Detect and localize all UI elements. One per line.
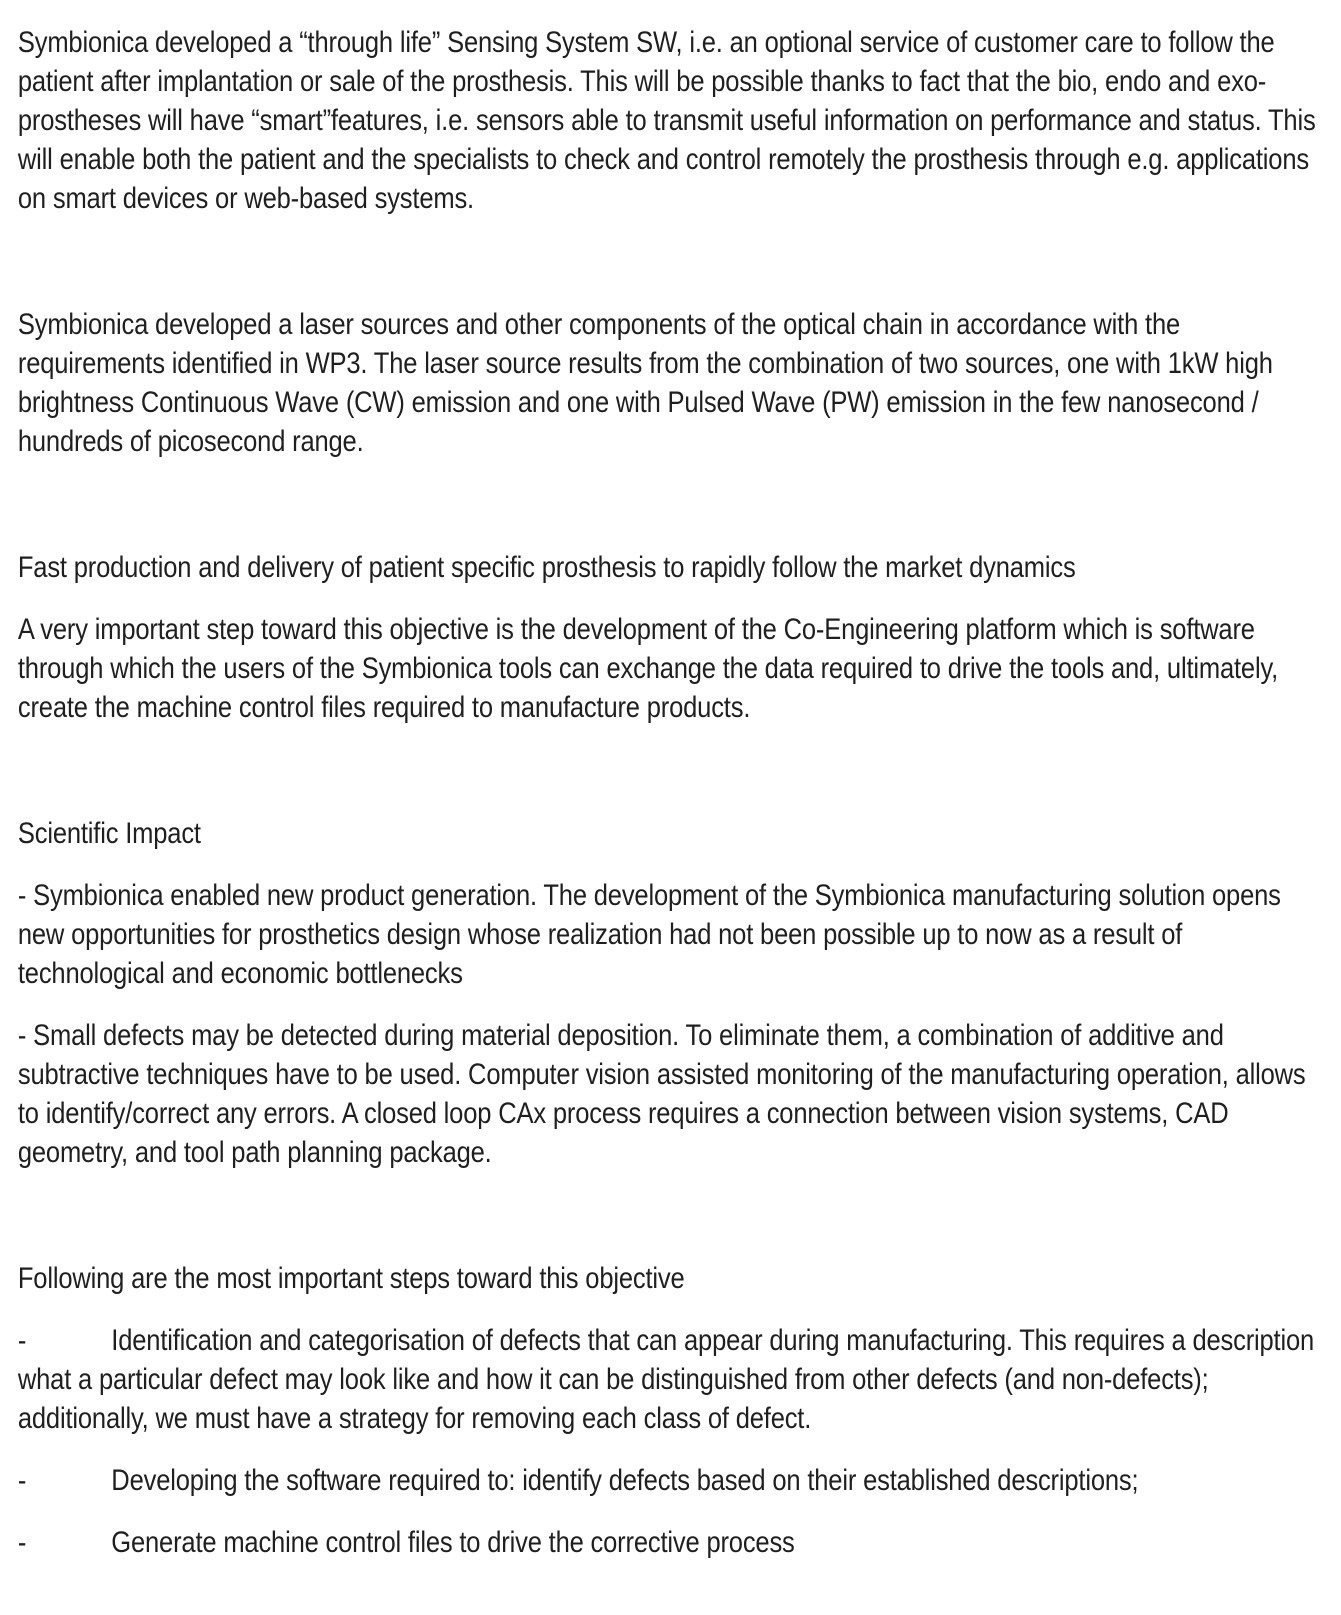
steps-heading: Following are the most important steps toward this objective xyxy=(17,1262,685,1295)
product-generation-bullet: - Symbionica enabled new product generation. The development of the Symbionica manufacturing solution opens new opportunities for prosthetics design whose realization had not been possible up to now as a result of technological and economic bottlenecks xyxy=(17,879,1281,990)
bullet-dash: - xyxy=(17,1324,27,1357)
bullet-dash: - xyxy=(17,1464,27,1497)
small-defects-bullet: - Small defects may be detected during material deposition. To eliminate them, a combination of additive and subtractive techniques have to be used. Computer vision assisted monitoring of the manufacturing operation, allows to identify/correct any errors. A closed loop CAx process requires a connection between vision systems, CAD geometry, and tool path planning package. xyxy=(17,1019,1306,1169)
bullet-text: Generate machine control files to drive the corrective process xyxy=(111,1526,795,1559)
document-body xyxy=(18,23,1321,1562)
software-bullet xyxy=(18,1461,1321,1500)
laser-source-paragraph: Symbionica developed a laser sources and other components of the optical chain in accordance with the requirements identified in WP3. The laser source results from the combination of two sources, one with 1kW high brightness Continuous Wave (CW) emission and one with Pulsed Wave (PW) emission in the few nanosecond / hundreds of picosecond range. xyxy=(17,308,1273,458)
bullet-dash: - xyxy=(17,1526,27,1559)
co-engineering-paragraph: A very important step toward this objective is the development of the Co-Engineering platform which is software through which the users of the Symbionica tools can exchange the data required to drive the tools and, ultimately, create the machine control files required to manufacture products. xyxy=(17,613,1279,724)
identification-bullet xyxy=(18,1321,1321,1438)
scientific-impact-heading: Scientific Impact xyxy=(17,817,201,850)
bullet-text: Developing the software required to: identify defects based on their established descriptions; xyxy=(111,1464,1139,1497)
sensing-system-paragraph: Symbionica developed a “through life” Sensing System SW, i.e. an optional service of customer care to follow the patient after implantation or sale of the prosthesis. This will be possible thanks to fact that the bio, endo and exo-prostheses will have “smart”features, i.e. sensors able to transmit useful information on performance and status. This will enable both the patient and the specialists to check and control remotely the prosthesis through e.g. applications on smart devices or web-based systems. xyxy=(17,26,1316,215)
fast-production-heading: Fast production and delivery of patient specific prosthesis to rapidly follow the market dynamics xyxy=(17,551,1076,584)
bullet-text: Identification and categorisation of defects that can appear during manufacturing. This requires a description what a particular defect may look like and how it can be distinguished from other defects (and non-defects); additionally, we must have a strategy for removing each class of defect. xyxy=(17,1324,1315,1435)
machine-control-bullet xyxy=(18,1523,1321,1562)
